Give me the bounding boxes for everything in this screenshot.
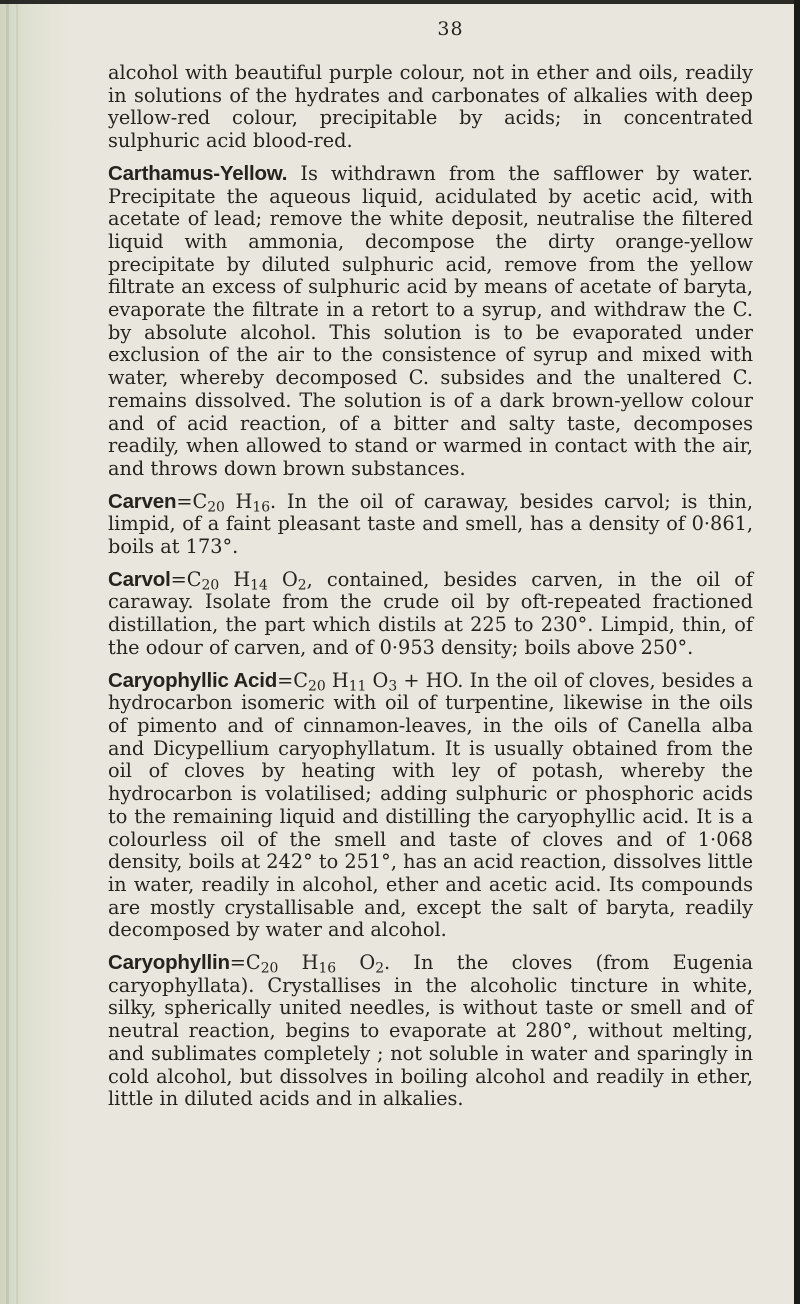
entry-caryophyllic-acid xyxy=(108,670,753,942)
entry-term: Carvol xyxy=(108,567,171,591)
paragraph-text: alcohol with beautiful purple colour, not in ether and oils, readily in solutions of the hydrates and carbonates of alkalies with deep yellow-red colour, precipitable by acids; in concentrated sulphuric acid blood-red. xyxy=(108,61,753,153)
entry-term: Caryophyllic Acid xyxy=(108,668,278,692)
entry-term: Caryophyllin xyxy=(108,951,230,975)
page-top-edge xyxy=(0,0,800,4)
entry-carven xyxy=(108,491,753,559)
chemical-formula: $=C_{20}$ $H_{14}$ $O_2$, xyxy=(170,567,313,594)
entry-text: In the cloves (from Eugenia caryophyllata). Crystallises in the alcoholic tincture in white, silky, spherically united needles, is without taste or smell and of neutral reaction, begins to evaporate at 280°, without melting, and sublimates completely ; not soluble in water and sparingly in cold alcohol, but dissolves in boiling alcohol and readily in ether, little in diluted acids and in alkalies. xyxy=(108,951,754,1111)
entry-text: In the oil of cloves, besides a hydrocarbon isomeric with oil of turpentine, likewise in the oils of pimento and of cinnamon-leaves, in the oils of Canella alba and Dicypellium caryophyllatum. It is usually obtained from the oil of cloves by heating with ley of potash, whereby the hydrocarbon is volatilised; adding sulphuric or phosphoric acids to the remaining liquid and distilling the caryophyllic acid. It is a colourless oil of the smell and taste of cloves and of 1·068 density, boils at 242° to 251°, has an acid reaction, dissolves little in water, readily in alcohol, ether and acetic acid. Its compounds are mostly crystallisable and, except the salt of baryta, readily decomposed by water and alcohol. xyxy=(108,668,753,942)
entry-text: Is withdrawn from the safflower by water. Precipitate the aqueous liquid, acidulated by acetic acid, with acetate of lead; remove the white deposit, neutralise the filtered liquid with ammonia, decompose the dirty orange-yellow precipitate by diluted sulphuric acid, remove from the yellow filtrate an excess of sulphuric acid by means of acetate of baryta, evaporate the filtrate in a retort to a syrup, and withdraw the C. by absolute alcohol. This solution is to be evaporated under exclusion of the air to the consistence of syrup and mixed with water, whereby decomposed C. subsides and the unaltered C. remains dissolved. The solution is of a dark brown-yellow colour and of acid reaction, of a bitter and salty taste, decomposes readily, when allowed to stand or warmed in contact with the air, and throws down brown substances. xyxy=(108,161,753,480)
paragraph-alcohol-continuation xyxy=(108,62,753,153)
chemical-formula: $=C_{20}$ $H_{16}$. xyxy=(176,489,277,516)
entry-term: Carven xyxy=(108,489,177,513)
book-gutter-shadow xyxy=(0,0,70,1304)
entry-text: contained, besides carven, in the oil of caraway. Isolate from the crude oil by oft-repeated fractioned distillation, the part which distils at 225 to 230°. Limpid, thin, of the odour of carven, and of 0·953 density; boils above 250°. xyxy=(108,567,754,659)
page-number: 38 xyxy=(437,18,464,40)
chemical-formula: $=C_{20}$ $H_{16}$ $O_2$. xyxy=(229,951,391,977)
entry-caryophyllin xyxy=(108,952,753,1111)
entry-text: In the oil of caraway, besides carvol; is thin, limpid, of a faint pleasant taste and smell, has a density of 0·861, boils at 173°. xyxy=(108,489,753,559)
entry-carthamus-yellow xyxy=(108,163,753,481)
entry-carvol xyxy=(108,569,753,660)
page-right-edge xyxy=(794,0,800,1304)
entry-term: Carthamus-Yellow. xyxy=(108,161,288,185)
chemical-formula: $=C_{20}$ $H_{11}$ $O_3$ + HO. xyxy=(277,668,464,695)
book-page xyxy=(108,18,753,1111)
